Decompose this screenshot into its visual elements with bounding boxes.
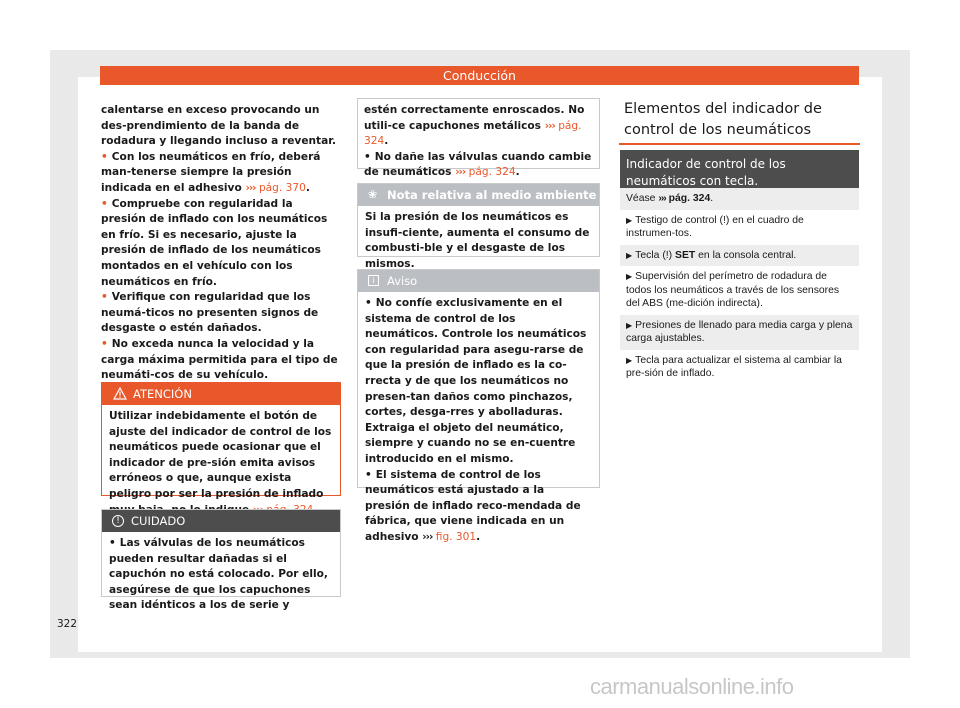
paragraph: calentarse en exceso provocando un des-prendimiento de la banda de rodadura y llegando incluso a reventar. bbox=[101, 104, 337, 148]
triangle-right-icon: ▶ bbox=[626, 250, 633, 260]
environment-title: Nota relativa al medio ambiente bbox=[387, 188, 597, 202]
figure-reference[interactable]: ››› fig. 301 bbox=[422, 530, 477, 543]
page-reference[interactable]: ››› pág. 324 bbox=[455, 166, 516, 179]
section-title-underline bbox=[619, 143, 860, 145]
list-item: • No dañe las válvulas cuando cambie de neumáticos ››› pág. 324. bbox=[364, 150, 593, 181]
page-reference-text[interactable]: pág. 324 bbox=[364, 119, 582, 148]
page-reference-text[interactable]: pág. 370 bbox=[258, 181, 306, 194]
table-row bbox=[620, 210, 859, 245]
list-item-text: No dañe las válvulas cuando cambie de neumáticos bbox=[364, 150, 592, 179]
info-icon: i bbox=[368, 275, 379, 286]
table-row bbox=[620, 266, 859, 315]
page-reference-text[interactable]: pág. 324 bbox=[668, 193, 711, 204]
table-row: Véase ››› pág. 324. bbox=[620, 188, 859, 210]
row-text: Testigo de control bbox=[635, 214, 717, 226]
list-item: • Verifique con regularidad que los neumá-ticos no presenten signos de desgaste o estén dañados. bbox=[101, 290, 341, 337]
notice-body bbox=[358, 292, 599, 550]
warning-title: ATENCIÓN bbox=[133, 387, 192, 401]
caution-continued-box bbox=[357, 98, 600, 179]
list-item: • El sistema de control de los neumáticos está ajustado a la presión de inflado reco-mendada de fábrica, que viene indicada en un adhesivo ››› fig. 301. bbox=[365, 468, 592, 546]
page-reference-text[interactable]: pág. 324 bbox=[468, 166, 516, 179]
exclamation-circle-icon: ! bbox=[112, 515, 124, 527]
paragraph-text: estén correctamente enroscados. No utili-ce capuchones metálicos bbox=[364, 104, 585, 132]
caution-text: • Las válvulas de los neumáticos pueden resultar dañadas si el capuchón no está colocado. Por ello, asegúrese de que los capuchones sean idénticos a los de serie y bbox=[102, 532, 340, 618]
page-number: 322 bbox=[57, 618, 78, 630]
list-item: • No exceda nunca la velocidad y la carga máxima permitida para el tipo de neumáti-cos de su vehículo. bbox=[101, 337, 341, 384]
warning-box bbox=[101, 382, 341, 500]
caution-header bbox=[102, 510, 340, 532]
table-header: Indicador de control de los neumáticos con tecla. bbox=[620, 150, 859, 188]
tyre-pressure-icon: (!) bbox=[719, 214, 730, 226]
list-item: • Con los neumáticos en frío, deberá man-tenerse siempre la presión indicada en el adhesivo ››› pág. 370. bbox=[101, 150, 341, 197]
notice-box bbox=[357, 269, 600, 543]
environment-header bbox=[358, 184, 599, 206]
warning-triangle-icon bbox=[113, 387, 127, 400]
table-row bbox=[620, 350, 859, 385]
row-text: Tecla bbox=[635, 249, 660, 261]
warning-text: Utilizar indebidamente el botón de ajuste del indicador de control de los neumáticos puede ocasionar que el indicador de pre-sión emita avisos erróneos o que, aunque exista peligro por ser la presión de inflado bbox=[109, 410, 332, 500]
table-row bbox=[620, 315, 859, 350]
page-reference[interactable]: ››› pág. 370 bbox=[245, 181, 306, 194]
caution-box bbox=[101, 509, 341, 612]
environment-text: Si la presión de los neumáticos es insufi-ciente, aumenta el consumo de combusti-ble y el desgaste de los mismos. bbox=[365, 211, 590, 270]
notice-header bbox=[358, 270, 599, 292]
triangle-right-icon: ▶ bbox=[626, 355, 633, 365]
list-item: • No confíe exclusivamente en el sistema de control de los neumáticos. Controle los neumáticos con regularidad para asegu-rarse de que la presión de inflado es la co-rrecta y de que los neumáticos no presen-tan daños como pinchazos, cortes, desga-rres y abolladuras. Extraiga el objeto del neumático, siempre y cuando no se en-cuentre introducido en el mismo. bbox=[365, 296, 592, 468]
row-text: Presiones de llenado para media carga y plena carga ajustables. bbox=[626, 319, 853, 344]
row-text: en la consola central. bbox=[698, 249, 797, 261]
section-title bbox=[624, 99, 860, 141]
section-title-text: Elementos del indicador de control de los neumáticos bbox=[624, 101, 822, 138]
triangle-right-icon: ▶ bbox=[626, 320, 633, 330]
chapter-header: Conducción bbox=[100, 66, 859, 85]
watermark: carmanualsonline.info bbox=[590, 674, 794, 699]
page-reference[interactable]: ››› pág. 324 bbox=[658, 193, 711, 204]
triangle-right-icon: ▶ bbox=[626, 215, 633, 225]
row-text: Supervisión del perímetro de rodadura de todos los neumáticos a través de los sensores del ABS (me-dición indirecta). bbox=[626, 271, 840, 309]
row-text: en el cuadro de instrumen-tos. bbox=[626, 214, 804, 239]
warning-body bbox=[102, 405, 340, 522]
set-label: SET bbox=[675, 249, 696, 261]
list-item-text: El sistema de control de los neumáticos está ajustado a la presión de inflado reco-mendada de fábrica, que viene indicada en un adhesivo bbox=[365, 468, 581, 543]
caution-title: CUIDADO bbox=[131, 514, 186, 528]
table-row bbox=[620, 245, 859, 267]
flower-icon: ❀ bbox=[368, 188, 378, 201]
tyre-pressure-icon: (!) bbox=[662, 249, 673, 261]
column-left bbox=[101, 103, 341, 384]
page-reference[interactable]: ››› pág. 324 bbox=[364, 119, 582, 148]
triangle-right-icon: ▶ bbox=[626, 272, 633, 281]
see-prefix: Véase bbox=[626, 193, 656, 204]
elements-table bbox=[620, 150, 859, 385]
environment-note-box bbox=[357, 183, 600, 270]
figure-reference-text[interactable]: fig. 301 bbox=[435, 530, 477, 543]
warning-header bbox=[102, 383, 340, 405]
list-item-text: Con los neumáticos en frío, deberá man-tenerse siempre la presión indicada en el adhesivo bbox=[101, 150, 321, 194]
notice-title: Aviso bbox=[387, 274, 418, 288]
row-text: Tecla para actualizar el sistema al cambiar la pre-sión de inflado. bbox=[626, 354, 842, 379]
list-item: • Compruebe con regularidad la presión de inflado con los neumáticos en frío. Si es necesario, ajuste la presión de inflado de los neumáticos montados en el vehículo con los neumáticos en frío. bbox=[101, 197, 341, 291]
paragraph: estén correctamente enroscados. No utili-ce capuchones metálicos ››› pág. 324. bbox=[364, 104, 585, 148]
